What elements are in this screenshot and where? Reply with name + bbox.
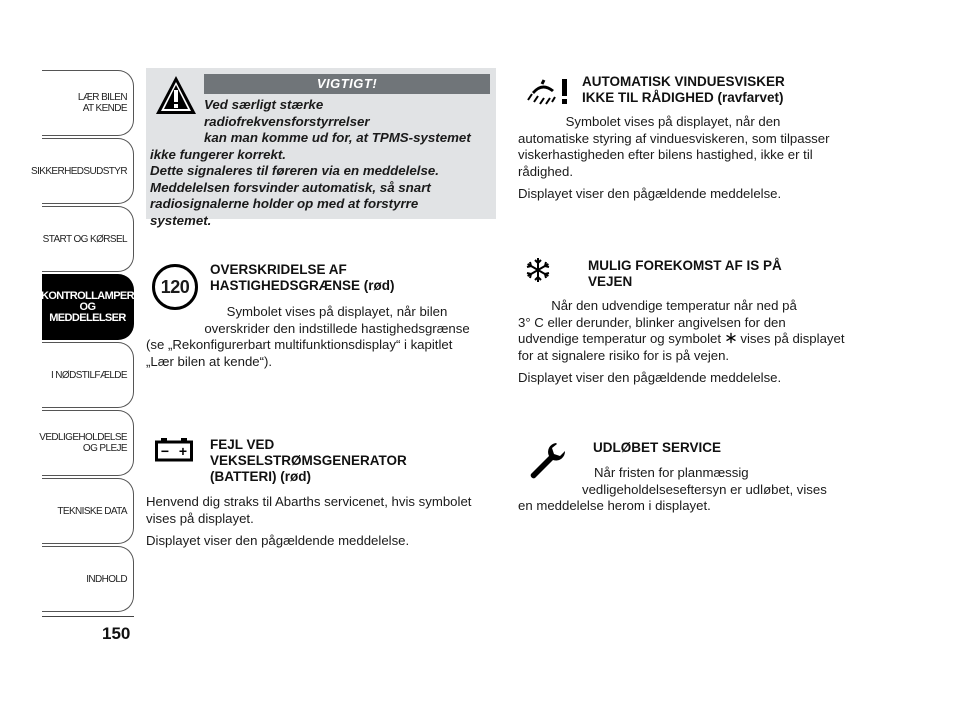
tab-label: LÆR BILEN bbox=[77, 92, 127, 103]
tab-i-nodstilfaelde[interactable] bbox=[42, 342, 134, 408]
service-description bbox=[518, 465, 870, 515]
tab-label: SIKKERHEDSUDSTYR bbox=[31, 165, 127, 177]
warning-banner: VIGTIGT! bbox=[204, 74, 490, 94]
tab-label-line2: AT KENDE bbox=[82, 103, 127, 114]
text-line: vises på displayet. bbox=[146, 510, 254, 526]
battery-plus-sign: + bbox=[178, 443, 188, 459]
text-line: Displayet viser den pågældende meddelelse. bbox=[146, 533, 410, 548]
wiper-title-line1: AUTOMATISK VINDUESVISKER bbox=[582, 74, 785, 89]
tab-label: VEDLIGEHOLDELSE bbox=[39, 432, 127, 443]
tab-tekniske-data[interactable] bbox=[42, 478, 134, 544]
ice-title bbox=[588, 258, 782, 290]
tab-label: TEKNISKE DATA bbox=[57, 505, 127, 517]
tab-label: I NØDSTILFÆLDE bbox=[50, 369, 127, 381]
battery-title-line1: FEJL VED bbox=[210, 437, 275, 452]
speed-limit-value: 120 bbox=[160, 276, 190, 297]
text-line: Displayet viser den pågældende meddelelse. bbox=[518, 370, 782, 385]
tab-indhold[interactable] bbox=[42, 546, 134, 612]
sidebar-divider bbox=[42, 616, 134, 617]
warning-box bbox=[146, 68, 496, 228]
text-fragment: vises på displayet bbox=[740, 331, 845, 346]
warning-line: kan man komme ud for, at TPMS-systemet bbox=[204, 130, 471, 145]
text-line: „Lær bilen at kende“). bbox=[146, 353, 273, 369]
tab-label-line2: OG PLEJE bbox=[82, 443, 127, 454]
text-line: Henvend dig straks til Abarths servicenet, hvis symbolet bbox=[146, 494, 472, 509]
text-line: Når den udvendige temperatur når ned på bbox=[551, 298, 797, 313]
page-number: 150 bbox=[102, 624, 131, 643]
tab-label-line2: OG MEDDELELSER bbox=[49, 300, 126, 324]
wiper-description bbox=[518, 114, 868, 203]
text-line: overskrider den indstillede hastighedsgrænse bbox=[204, 320, 470, 336]
tab-kontrollamper-og-meddelelser[interactable] bbox=[42, 274, 134, 340]
text-line: for at signalere risiko for is på vejen. bbox=[518, 347, 730, 363]
ice-title-line2: VEJEN bbox=[588, 274, 633, 289]
ice-description bbox=[518, 298, 870, 387]
service-title: UDLØBET SERVICE bbox=[593, 440, 722, 455]
battery-title-line2: VEKSELSTRØMSGENERATOR bbox=[210, 453, 407, 468]
text-line: Displayet viser den pågældende meddelelse. bbox=[518, 186, 782, 201]
text-line: (se „Rekonfigurerbart multifunktionsdisplay“ i kapitlet bbox=[146, 337, 453, 352]
tab-vedligeholdelse-og-pleje[interactable] bbox=[39, 410, 134, 476]
chapter-sidebar bbox=[31, 70, 135, 618]
warning-line: ikke fungerer korrekt. bbox=[150, 146, 286, 162]
wiper-icon bbox=[522, 76, 578, 106]
battery-icon bbox=[155, 438, 193, 462]
tab-label: START OG KØRSEL bbox=[42, 233, 127, 245]
text-line bbox=[518, 331, 870, 348]
text-fragment: udvendige temperatur og symbolet bbox=[518, 331, 722, 346]
speed-title-line1: OVERSKRIDELSE AF bbox=[210, 262, 347, 277]
text-line: vedligeholdelseseftersyn er udløbet, vises bbox=[582, 481, 827, 497]
warning-text bbox=[150, 97, 492, 229]
warning-line: radiosignalerne holder op med at forstyrre bbox=[150, 196, 419, 211]
tab-label: KONTROLLAMPER bbox=[40, 289, 135, 302]
speed-title-line2: HASTIGHEDSGRÆNSE (rød) bbox=[210, 278, 395, 293]
speed-description bbox=[146, 304, 498, 370]
battery-title bbox=[210, 437, 407, 485]
tab-label: INDHOLD bbox=[86, 573, 127, 585]
text-line: 3° C eller derunder, blinker angivelsen for den bbox=[518, 314, 786, 330]
wiper-title bbox=[582, 74, 785, 106]
battery-title-line3: (BATTERI) (rød) bbox=[210, 469, 311, 484]
warning-line: Meddelelsen forsvinder automatisk, så snart bbox=[150, 179, 431, 195]
text-line: automatiske styring af vinduesviskeren, som tilpasser bbox=[518, 130, 830, 146]
tab-start-og-korsel[interactable] bbox=[42, 206, 134, 272]
speed-title bbox=[210, 262, 395, 294]
warning-line: Ved særligt stærke radiofrekvensforstyrrelser bbox=[204, 97, 370, 129]
tab-sikkerhedsudstyr[interactable] bbox=[31, 138, 134, 204]
warning-line: Dette signaleres til føreren via en meddelelse. bbox=[150, 163, 439, 178]
wiper-title-line2: IKKE TIL RÅDIGHED (ravfarvet) bbox=[582, 90, 784, 105]
snowflake-icon bbox=[524, 256, 552, 284]
ice-title-line1: MULIG FOREKOMST AF IS PÅ bbox=[588, 258, 782, 273]
battery-minus-sign: − bbox=[160, 443, 170, 459]
text-line: Symbolet vises på displayet, når den bbox=[565, 114, 781, 129]
text-line: rådighed. bbox=[518, 163, 573, 179]
text-line: Når fristen for planmæssig bbox=[594, 465, 749, 480]
text-line: Symbolet vises på displayet, når bilen bbox=[226, 304, 448, 319]
text-line: en meddelelse herom i displayet. bbox=[518, 498, 711, 513]
text-line: viskerhastigheden efter bilens hastighed, ikke er til bbox=[518, 147, 813, 162]
snowflake-inline-icon bbox=[725, 332, 737, 344]
warning-line: systemet. bbox=[150, 212, 212, 228]
tab-laer-bilen-at-kende[interactable] bbox=[42, 70, 134, 136]
battery-description bbox=[146, 494, 498, 556]
